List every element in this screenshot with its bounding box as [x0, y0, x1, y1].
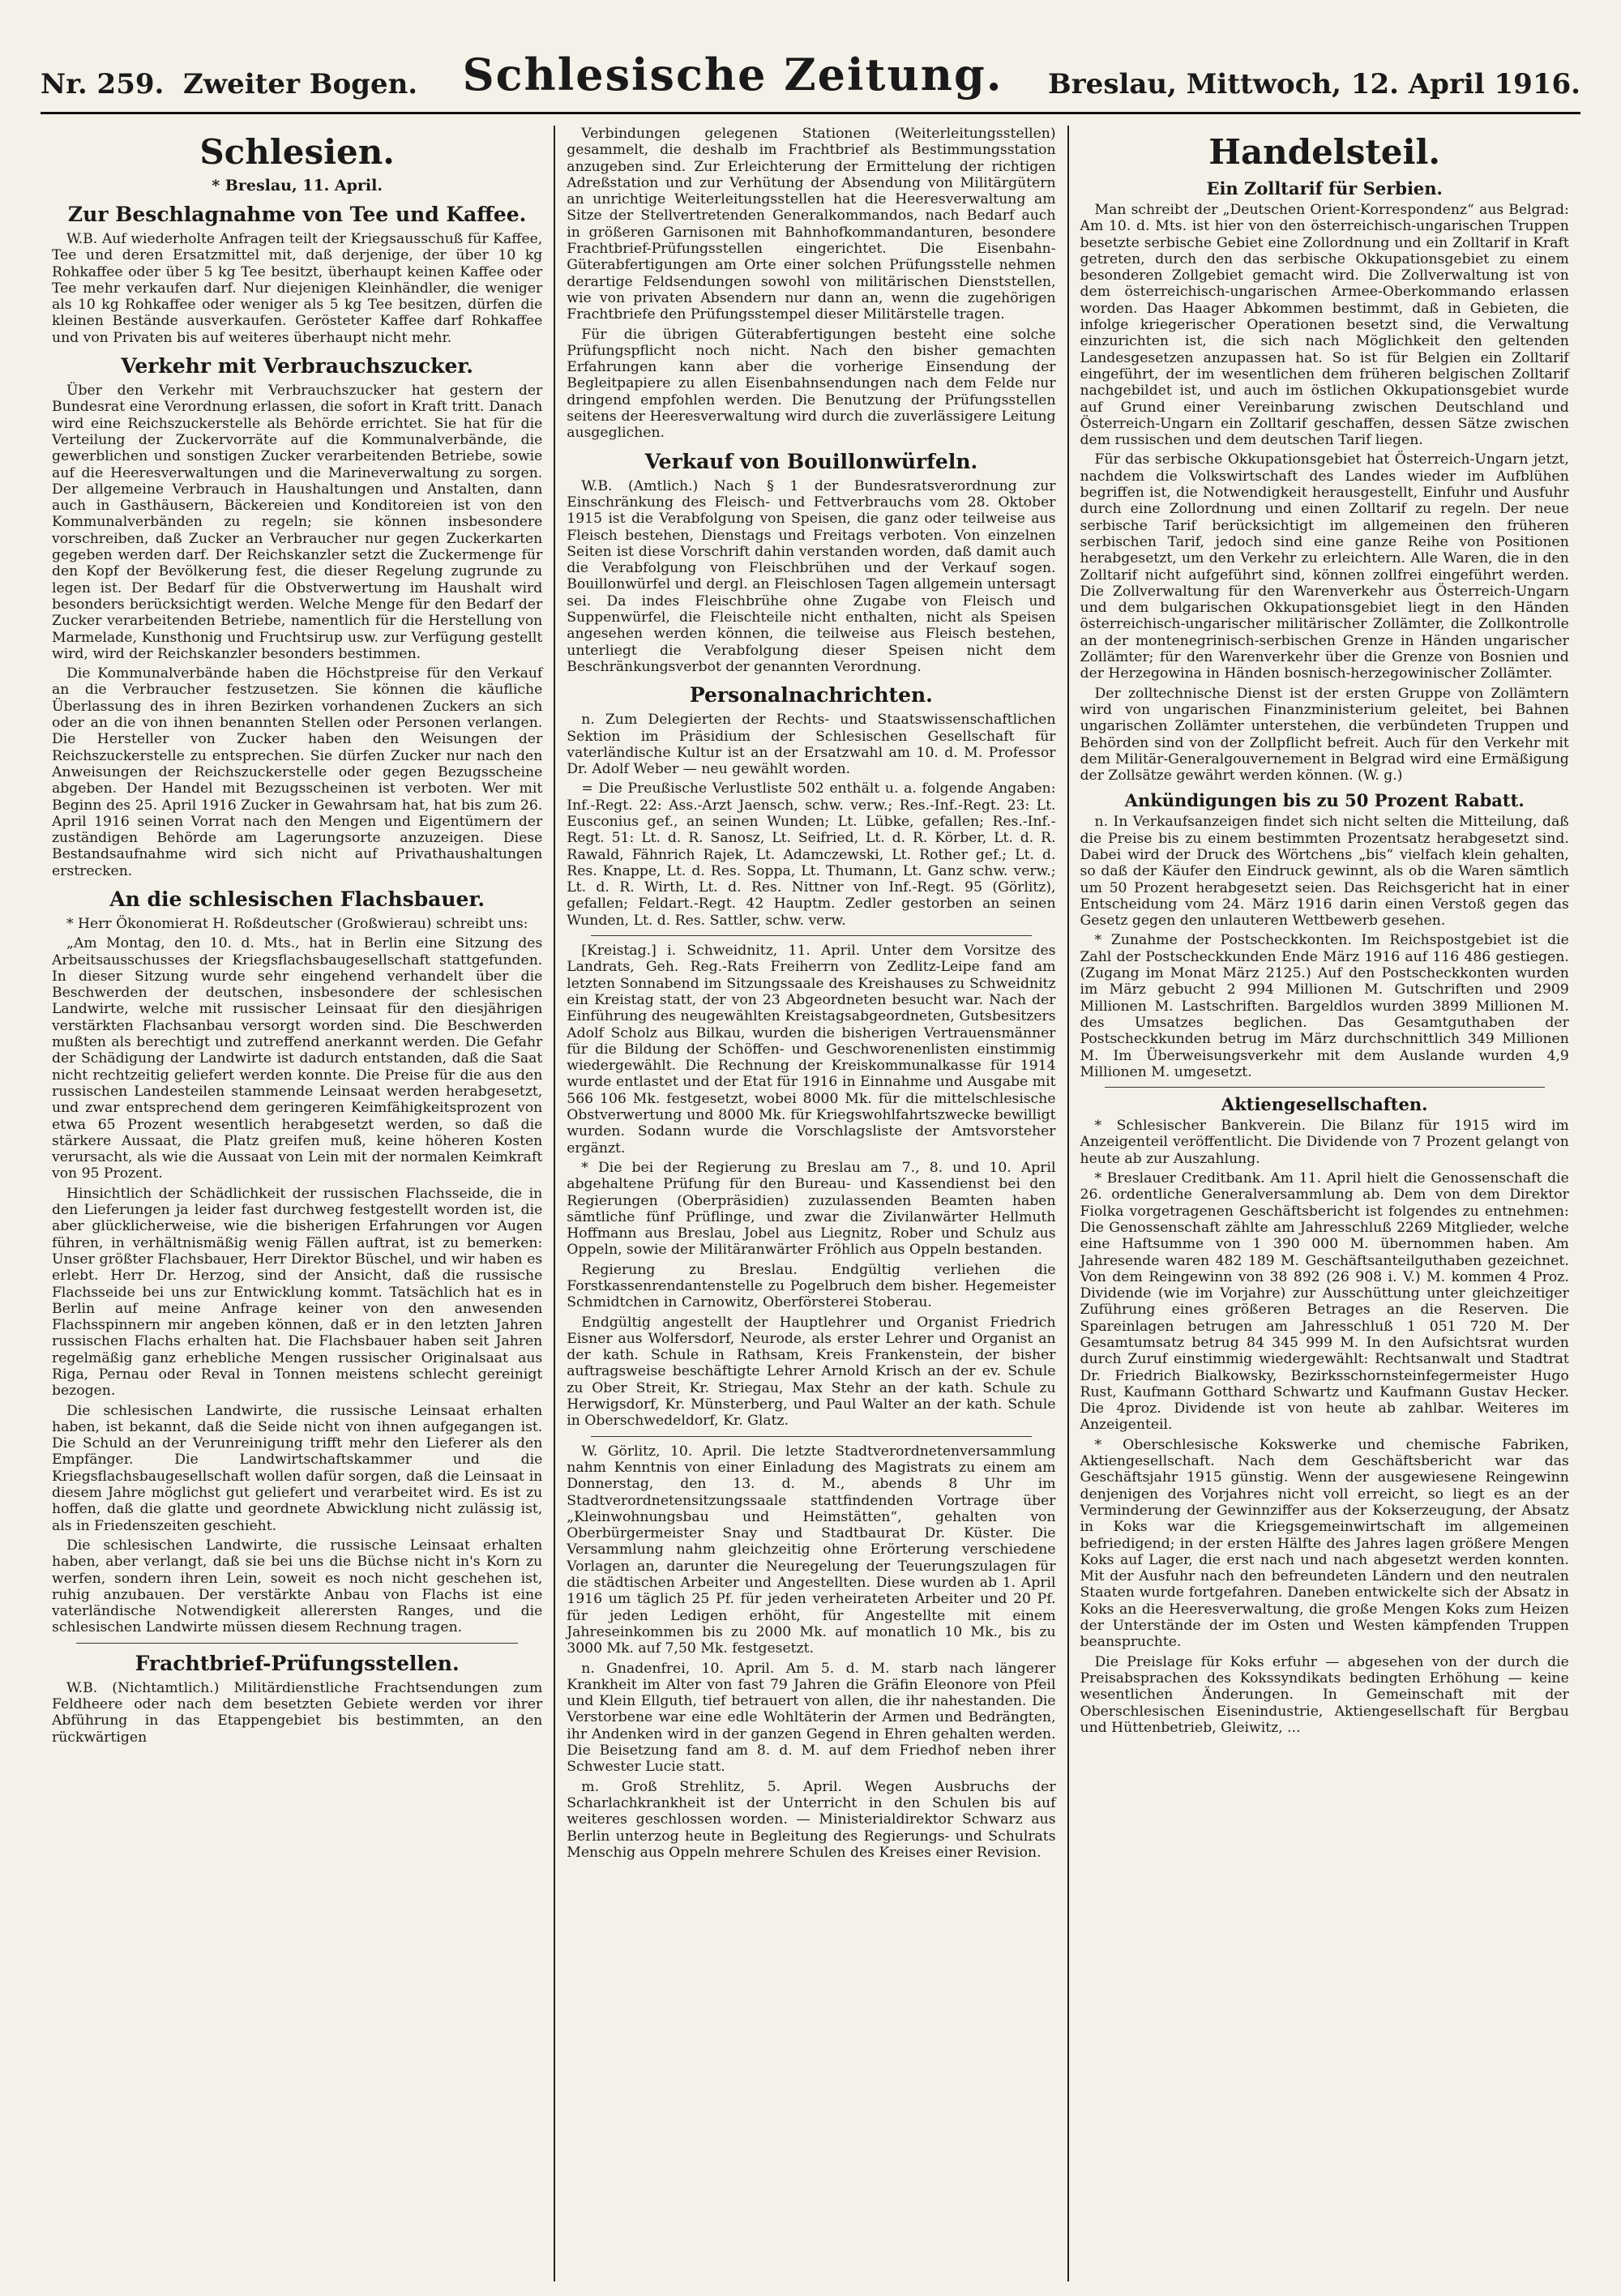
section-title-schlesien: Schlesien. — [199, 132, 395, 172]
article-paragraph: Für die übrigen Güterabfertigungen besteht eine solche Prüfungspflicht noch nicht. Nach den bisher gemachten Erfahrungen kann aber die vorherige Einsendung der Begleitpapiere zu allen Eisenbahnsendungen nach dem Felde nur dringend empfohlen werden. Die Benutzung der Prüfungsstellen seitens der Heeresverwaltung wird durch die zuverlässigere Leitung ausgeglichen. — [567, 326, 1056, 442]
column-left — [41, 126, 554, 2281]
article-paragraph: * Schlesischer Bankverein. Die Bilanz für 1915 wird im Anzeigenteil veröffentlicht. Die Dividende von 7 Prozent gelangt von heute ab zur Auszahlung. — [1080, 1118, 1569, 1167]
dateline: * Breslau, 11. April. — [212, 177, 383, 195]
article-paragraph: * Die bei der Regierung zu Breslau am 7., 8. und 10. April abgehaltene Prüfung für den Bureau- und Kassendienst bei den Regierungen (Oberpräsidien) zuzulassenden Beamten haben sämtliche fünf Prüflinge, und zwar die Zivilanwärter Hellmuth Hoffmann aus Breslau, Jobel aus Liegnitz, Rober und Schulz aus Oppeln, sowie der Militäranwärter Fröhlich aus Oppeln bestanden. — [567, 1159, 1056, 1259]
divider — [591, 1436, 1031, 1437]
article-paragraph: Regierung zu Breslau. Endgültig verliehen die Forstkassenrendantenstelle zu Pogelbruch dem bisher. Hegemeister Schmidtchen in Carnowitz, Oberförsterei Stoberau. — [567, 1261, 1056, 1311]
article-paragraph: Endgültig angestellt der Hauptlehrer und Organist Friedrich Eisner aus Wolfersdorf, Neurode, als erster Lehrer und Organist an der kath. Schule in Rathsam, Kreis Frankenstein, der bisher auftragsweise beschäftigte Lehrer Arnold Krisch an der ev. Schule zu Ober Streit, Kr. Striegau, Max Stehr an der kath. Schule zu Herwigsdorf, Kr. Münsterberg, und Paul Walter an der kath. Schule in Oberschwedeldorf, Kr. Glatz. — [567, 1314, 1056, 1430]
article-paragraph: W.B. (Amtlich.) Nach § 1 der Bundesratsverordnung zur Einschränkung des Fleisch- und Fettverbrauchs vom 28. Oktober 1915 ist die Verabfolgung von Speisen, die ganz oder teilweise aus Fleisch bestehen, Dienstags und Freitags verboten. Von einzelnen Seiten ist diese Vorschrift dahin verstanden worden, daß damit auch die Verabfolgung von Fleischbrühen und der Verkauf sogen. Bouillonwürfel und dergl. an Fleischlosen Tagen allgemein untersagt sei. Da indes Fleischbrühe ohne Zugabe von Fleisch und Suppenwürfel, die Fleischteile nicht enthalten, nicht als Speisen angesehen werden können, die teilweise aus Fleisch bestehen, unterliegt die Verabfolgung dieser Speisen nicht dem Beschränkungsverbot der genannten Verordnung. — [567, 477, 1056, 675]
article-title: Ein Zolltarif für Serbien. — [1206, 178, 1443, 199]
issue-info — [41, 68, 417, 100]
article-title: Zur Beschlagnahme von Tee und Kaffee. — [67, 203, 527, 226]
article-paragraph: * Zunahme der Postscheckkonten. Im Reichspostgebiet ist die Zahl der Postscheckkunden Ende März 1916 auf 116 486 gestiegen. (Zugang im Monat März 2125.) Auf den Postscheckkonten wurden im März gebucht 2 994 Millionen M. Gutschriften und 2909 Millionen M. Lastschriften. Bargeldlos wurden 3899 Millionen M. des Umsatzes beglichen. Das Gesamtguthaben der Postscheckkunden betrug im März durchschnittlich 349 Millionen M. Im Überweisungsverkehr mit dem Auslande wurden 4,9 Millionen M. umgesetzt. — [1080, 932, 1569, 1080]
article-title: Frachtbrief-Prüfungsstellen. — [135, 1651, 460, 1675]
article-paragraph: Hinsichtlich der Schädlichkeit der russischen Flachsseide, die in den Lieferungen ja leider fast durchweg festgestellt worden ist, die aber glücklicherweise, wie die bisherigen Erfahrungen vor Augen führen, in verhältnismäßig wenig Fällen auftrat, ist zu bemerken: Unser größter Flachsbauer, Herr Direktor Büschel, und wir haben es erlebt. Herr Dr. Herzog, sind der Ansicht, daß die russische Flachsseide bei uns zur Entwicklung kommt. Tatsächlich hat es in Berlin auf meine Anfrage keiner von den anwesenden Flachsspinnern mir angeben können, daß er in den letzten Jahren russischen Flachs erhalten hat. Die Flachsbauer haben seit Jahren regelmäßig ganz erhebliche Mengen russischer Originalsaat aus Riga, Pernau oder Reval in Tonnen meistens schlecht gereinigt bezogen. — [52, 1185, 543, 1400]
article-paragraph: Über den Verkehr mit Verbrauchszucker hat gestern der Bundesrat eine Verordnung erlassen, die sofort in Kraft tritt. Danach wird eine Reichszuckerstelle als Behörde errichtet. Sie hat für die Verteilung der Zuckervorräte auf die Kommunalverbände, die gewerblichen und sonstigen Zucker verarbeitenden Betriebe, sowie auf die Heeresverwaltungen und die Marineverwaltung zu sorgen. Der allgemeine Verbrauch in Haushaltungen und Anstalten, dann auch in Gasthäusern, Bäckereien und Konditoreien ist von den Kommunalverbänden zu regeln; sie können insbesondere vorschreiben, daß Zucker an Verbraucher nur gegen Zuckerkarten gegeben werden darf. Der Reichskanzler setzt die Zuckermenge für den Kopf der Bevölkerung fest, die dieser Regelung zugrunde zu legen ist. Der Bedarf für die Obstverwertung im Haushalt wird besonders berücksichtigt werden. Welche Menge für den Bedarf der Zucker verarbeitenden Betriebe, namentlich für die Herstellung von Marmelade, Kunsthonig und Fruchtsirup usw. zur Verfügung gestellt wird, wird der Reichskanzler besonders bestimmen. — [52, 383, 543, 662]
divider — [591, 935, 1031, 936]
article-paragraph: Verbindungen gelegenen Stationen (Weiterleitungsstellen) gesammelt, die deshalb im Frachtbrief als Bestimmungsstation anzugeben sind. Zur Erleichterung der Ermittelung der richtigen Adreßstation und zur Verhütung der Absendung von Militärgütern an unrichtige Weiterleitungsstellen hat die Heeresverwaltung am Sitze der Stellvertretenden Generalkommandos, nach Bedarf auch in größeren Garnisonen mit Bahnhofkommandanturen, besondere Frachtbrief-Prüfungsstellen eingerichtet. Die Eisenbahn-Güterabfertigungen am Orte einer solchen Prüfungsstelle nehmen derartige Feldsendungen sowohl von militärischen Dienststellen, wie von privaten Absendern nur dann an, wenn die zugehörigen Frachtbriefe den Prüfungsstempel dieser Militärstelle tragen. — [567, 126, 1056, 323]
article-paragraph: Die schlesischen Landwirte, die russische Leinsaat erhalten haben, aber verlangt, daß sie bei uns die Büchse nicht in's Korn zu werfen, sondern ihren Lein, soweit es noch nicht geschehen ist, ruhig anzubauen. Der verstärkte Anbau von Flachs ist eine vaterländische Notwendigkeit allerersten Ranges, und die schlesischen Landwirte müssen diesem Rechnung tragen. — [52, 1537, 543, 1636]
article-title: Ankündigungen bis zu 50 Prozent Rabatt. — [1124, 790, 1525, 811]
article-title: An die schlesischen Flachsbauer. — [109, 887, 485, 911]
article-paragraph: Die Preislage für Koks erfuhr — abgesehen von der durch die Preisabsprachen des Kokssyndikats bedingten Erhöhung — keine wesentlichen Änderungen. In Gemeinschaft mit der Oberschlesischen Eisenindustrie, Aktiengesellschaft für Bergbau und Hüttenbetrieb, Gleiwitz, ... — [1080, 1653, 1569, 1736]
article-title: Verkauf von Bouillonwürfeln. — [644, 449, 978, 473]
article-paragraph: Der zolltechnische Dienst ist der ersten Gruppe von Zollämtern wird von ungarischen Finanzministerium geleitet, bei Bahnen ungarischen Zollämter unterstehen, die verbündeten Truppen und Behörden sind von der Zollpflicht befreit. Auch für den Verkehr mit dem Militär-Generalgouvernement in Belgrad wird eine Ermäßigung der Zollsätze gewährt werden können. (W. g.) — [1080, 685, 1569, 785]
columns — [41, 126, 1580, 2281]
article-paragraph: Für das serbische Okkupationsgebiet hat Österreich-Ungarn jetzt, nachdem die Volkswirtschaft des Landes wieder im Aufblühen begriffen ist, die Notwendigkeit herausgestellt, Einfuhr und Ausfuhr durch eine Zollordnung und einen Zolltarif zu regeln. Der neue serbische Tarif berücksichtigt im allgemeinen den früheren serbischen Tarif, jedoch sind eine ganze Reihe von Positionen herabgesetzt, um den Verkehr zu erleichtern. Alle Waren, die in den Zolltarif nicht aufgeführt sind, können zollfrei eingeführt werden. Die Zollverwaltung für den Warenverkehr aus Österreich-Ungarn und dem bulgarischen Okkupationsgebiet liegt in den Händen österreichisch-ungarischer militärischer Zollämter, die Zollkontrolle an der montenegrinisch-serbischen Grenze in Händen ungarischer Zollämter; für den Warenverkehr über die Grenze von Bosnien und der Herzegowina in Händen bosnisch-herzegowinischer Zollämter. — [1080, 451, 1569, 682]
article-paragraph: Man schreibt der „Deutschen Orient-Korrespondenz“ aus Belgrad: Am 10. d. Mts. ist hier von den österreichisch-ungarischen Truppen besetzte serbische Gebiet eine Zollordnung und ein Zolltarif in Kraft getreten, durch den das serbische Okkupationsgebiet zu einem besonderen Zollgebiet gemacht wird. Die Zollverwaltung ist von dem österreichisch-ungarischen Armee-Oberkommando erlassen worden. Das Haager Abkommen bestimmt, daß in Gebieten, die infolge kriegerischer Operationen besetzt sind, die Verwaltung einzurichten ist, die sich nach Möglichkeit den geltenden Landesgesetzen anzupassen hat. So ist für Belgien ein Zolltarif eingeführt, der im wesentlichen dem früheren belgischen Zolltarif nachgebildet ist, und auch im östlichen Okkupationsgebiet wurde auf Grund einer Vereinbarung zwischen Deutschland und Österreich-Ungarn ein Zolltarif geschaffen, dessen Sätze zwischen dem russischen und dem deutschen Tarif liegen. — [1080, 202, 1569, 449]
article-paragraph: * Oberschlesische Kokswerke und chemische Fabriken, Aktiengesellschaft. Nach dem Geschäftsbericht war das Geschäftsjahr 1915 günstig. Wenn der ausgewiesene Reingewinn denjenigen des Vorjahres nicht voll erreicht, so liegt es an der Verminderung der Gewinnziffer aus der Kokserzeugung, der Absatz in Koks war die Kriegsgemeinwirtschaft im allgemeinen befriedigend; in der ersten Hälfte des Jahres lagen größere Mengen Koks auf Lager, die erst nach und nach abgesetzt werden konnten. Mit der Ausfuhr nach den befreundeten Ländern und den neutralen Staaten wurde fortgefahren. Daneben entwickelte sich der Absatz in Koks an die Heeresverwaltung, die große Mengen Koks zum Heizen der Unterstände der im Osten und Westen kämpfenden Truppen beanspruchte. — [1080, 1436, 1569, 1651]
article-paragraph: n. Gnadenfrei, 10. April. Am 5. d. M. starb nach längerer Krankheit im Alter von fast 79 Jahren die Gräfin Eleonore von Pfeil und Klein Ellguth, tief betrauert von allen, die ihr nahestanden. Die Verstorbene war eine edle Wohltäterin der Armen und Bedrängten, ihr Andenken wird in der ganzen Gegend in Ehren gehalten werden. Die Beisetzung fand am 8. d. M. auf dem Friedhof neben ihrer Schwester Lucie statt. — [567, 1660, 1056, 1776]
divider — [1105, 1087, 1545, 1088]
article-paragraph: * Breslauer Creditbank. Am 11. April hielt die Genossenschaft die 26. ordentliche Generalversammlung ab. Dem von dem Direktor Fiolka vorgetragenen Geschäftsbericht ist folgendes zu entnehmen: Die Genossenschaft zählte am Jahresschluß 2269 Mitglieder, welche eine Haftsumme von 1 390 000 M. übernommen haben. Am Jahresende waren 482 189 M. Geschäftsanteilguthaben gezeichnet. Von dem Reingewinn von 38 892 (26 908 i. V.) M. kommen 4 Proz. Dividende (wie im Vorjahre) zur Ausschüttung unter gleichzeitiger Zuführung eines größeren Betrages an die Reserven. Die Spareinlagen betrugen am Jahresschluß 1 051 720 M. Der Gesamtumsatz betrug 84 345 999 M. In den Aufsichtsrat wurden durch Zuruf einstimmig wiedergewählt: Rechtsanwalt und Stadtrat Dr. Friedrich Bialkowsky, Bezirksschornsteinfegermeister Hugo Rust, Kaufmann Gotthard Schwartz und Kaufmann Gustav Hecker. Die 4proz. Dividende ist von heute ab zahlbar. Weiteres im Anzeigenteil. — [1080, 1170, 1569, 1434]
article-paragraph: m. Groß Strehlitz, 5. April. Wegen Ausbruchs der Scharlachkrankheit ist der Unterricht in den Schulen bis auf weiteres geschlossen worden. — Ministerialdirektor Schwarz aus Berlin unterzog heute in Begleitung des Regierungs- und Schulrats Menschig aus Oppeln mehrere Schulen des Kreises einer Revision. — [567, 1778, 1056, 1861]
column-middle — [554, 126, 1067, 2281]
masthead — [41, 49, 1580, 114]
article-title: Verkehr mit Verbrauchszucker. — [121, 354, 473, 378]
article-paragraph: Die schlesischen Landwirte, die russische Leinsaat erhalten haben, ist bekannt, daß die Seide nicht von ihnen aufgegangen ist. Die Schuld an der Verunreinigung trifft mehr den Lieferer als den Empfänger. Die Landwirtschaftskammer und die Kriegsflachsbaugesellschaft wollen dafür sorgen, daß die Leinsaat in diesem Jahre möglichst gut geliefert und verarbeitet wird. Es ist zu hoffen, daß die glatte und geordnete Abwicklung nicht zulässig ist, als in Friedenszeiten geschieht. — [52, 1402, 543, 1534]
place-date: Breslau, Mittwoch, 12. April 1916. — [1048, 68, 1580, 100]
article-paragraph: Die Kommunalverbände haben die Höchstpreise für den Verkauf an die Verbraucher festzusetzen. Sie können die käufliche Überlassung des in ihren Bezirken vorhandenen Zuckers an sich oder an die von ihnen benannten Stellen oder Personen verlangen. Die Hersteller von Zucker haben den Weisungen der Reichszuckerstelle zu entsprechen. Sie dürfen Zucker nur nach den Anweisungen der Reichszuckerstelle oder gegen Bezugsscheine abgeben. Der Handel mit Bezugsscheinen ist verboten. Wer mit Beginn des 25. April 1916 Zucker in Gewahrsam hat, hat bis zum 26. April 1916 seinen Vorrat nach den Mengen und Eigentümern der zuständigen Behörde am Lagerungsorte anzuzeigen. Diese Bestandsaufnahme wird sich nicht auf Privathaushaltungen erstrecken. — [52, 665, 543, 879]
article-paragraph: [Kreistag.] i. Schweidnitz, 11. April. Unter dem Vorsitze des Landrats, Geh. Reg.-Rats Freiherrn von Zedlitz-Leipe fand am letzten Sonnabend im Sitzungssaale des Kreishauses zu Schweidnitz ein Kreistag statt, der von 23 Abgeordneten besucht war. Nach der Einführung des neugewählten Kreistagsabgeordneten, Gutsbesitzers Adolf Scholz aus Bilkau, wurden die bisherigen Vertrauensmänner für die Bildung der Schöffen- und Geschworenenlisten einstimmig wiedergewählt. Die Rechnung der Kreiskommunalkasse für 1914 wurde entlastet und der Etat für 1916 in Einnahme und Ausgabe mit 566 106 Mk. festgesetzt, wobei 8000 Mk. für die mittelschlesische Obstverwertung und 8000 Mk. für Kriegswohlfahrtszwecke bewilligt wurden. Sodann wurde die Vorschlagsliste der Amtsvorsteher ergänzt. — [567, 943, 1056, 1157]
article-paragraph: „Am Montag, den 10. d. Mts., hat in Berlin eine Sitzung des Arbeitsausschusses der Kriegsflachsbaugesellschaft stattgefunden. In dieser Sitzung wurde sehr eingehend verhandelt über die Beschwerden der deutschen, insbesondere der schlesischen Landwirte, welche mit russischer Leinsaat für den diesjährigen verstärkten Flachsanbau versorgt worden sind. Die Beschwerden mußten als berechtigt und zutreffend anerkannt werden. Die Gefahr der Schädigung der Landwirte ist dadurch entstanden, daß die Saat nicht rechtzeitig geliefert werden konnte. Die Preise für die aus den russischen Landesteilen stammende Leinsaat werden herabgesetzt, und zwar entsprechend dem geringeren Keimfähigkeitsprozent von etwa 65 Prozent wesentlich herabgesetzt werden, so daß die stärkere Aussaat, die Platz greifen muß, keine höheren Kosten verursacht, als wie die Aussaat von Lein mit der normalen Keimkraft von 95 Prozent. — [52, 935, 543, 1182]
issue-number: Nr. 259. — [41, 68, 165, 100]
article-paragraph: = Die Preußische Verlustliste 502 enthält u. a. folgende Angaben: Inf.-Regt. 22: Ass.-Arzt Jaensch, schw. verw.; Res.-Inf.-Regt. 23: Lt. Eusconius gef., an seinen Wunden; Lt. Lübke, gefallen; Res.-Inf.-Regt. 51: Lt. d. R. Sanosz, Lt. Seifried, Lt. d. R. Körber, Lt. d. R. Rawald, Fähnrich Rajek, Lt. Adamczewski, Lt. Rother gef.; Lt. d. Res. Knappe, Lt. d. Res. Soppa, Lt. Thumann, Lt. Ganz schw. verw.; Lt. d. R. Wirth, Lt. d. Res. Nittner von Inf.-Regt. 95 (Görlitz), gefallen; Feldart.-Regt. 42 Hauptm. Zedler gestorben an seinen Wunden, Lt. d. Res. Sattler, schw. verw. — [567, 780, 1056, 929]
article-paragraph: n. Zum Delegierten der Rechts- und Staatswissenschaftlichen Sektion im Präsidium der Schlesischen Gesellschaft für vaterländische Kultur ist an der Ersatzwahl am 10. d. M. Professor Dr. Adolf Weber — neu gewählt worden. — [567, 712, 1056, 778]
article-paragraph: W.B. Auf wiederholte Anfragen teilt der Kriegsausschuß für Kaffee, Tee und deren Ersatzmittel mit, daß derjenige, der über 10 kg Rohkaffee oder über 5 kg Tee besitzt, überhaupt keinen Kaffee oder Tee mehr verkaufen darf. Nur diejenigen Kleinhändler, die weniger als 10 kg Rohkaffee oder weniger als 5 kg Tee besitzen, dürfen die kleinen Bestände ausverkaufen. Gerösteter Kaffee darf Rohkaffee und von Privaten bis auf weiteres überhaupt nicht mehr. — [52, 231, 543, 346]
article-byline: * Herr Ökonomierat H. Roßdeutscher (Großwierau) schreibt uns: — [66, 915, 528, 932]
article-title: Aktiengesellschaften. — [1221, 1094, 1428, 1115]
edition-label: Zweiter Bogen. — [183, 68, 418, 100]
article-title: Personalnachrichten. — [689, 683, 933, 708]
newspaper-title: Schlesische Zeitung. — [462, 49, 1003, 100]
article-paragraph: n. In Verkaufsanzeigen findet sich nicht selten die Mitteilung, daß die Preise bis zu einem bestimmten Prozentsatz herabgesetzt sind. Dabei wird der Druck des Wörtchens „bis“ vielfach klein gehalten, so daß der Käufer den Eindruck gewinnt, als ob die Waren sämtlich um 50 Prozent herabgesetzt seien. Das Reichsgericht hat in einer Entscheidung vom 24. März 1916 darin einen Verstoß gegen das Gesetz gegen den unlauteren Wettbewerb gesehen. — [1080, 814, 1569, 930]
column-right — [1067, 126, 1580, 2281]
section-title-handelsteil: Handelsteil. — [1208, 132, 1441, 172]
article-paragraph: W. Görlitz, 10. April. Die letzte Stadtverordnetenversammlung nahm Kenntnis von einer Einladung des Magistrats zu einem am Donnerstag, den 13. d. M., abends 8 Uhr im Stadtverordnetensitzungssaale stattfindenden Vortrage über „Kleinwohnungsbau und Heimstätten“, gehalten von Oberbürgermeister Snay und Stadtbaurat Dr. Küster. Die Versammlung nahm gleichzeitig ohne Erörterung verschiedene Vorlagen an, darunter die Neuregelung der Teuerungszulagen für die städtischen Arbeiter und Angestellten. Diese wurden ab 1. April 1916 um täglich 25 Pf. für jeden verheirateten Arbeiter und 20 Pf. für jeden Ledigen erhöht, für Angestellte mit einem Jahreseinkommen bis zu 2000 Mk. auf monatlich 10 Mk., bis zu 3000 Mk. auf 7,50 Mk. festgesetzt. — [567, 1443, 1056, 1657]
article-paragraph: W.B. (Nichtamtlich.) Militärdienstliche Frachtsendungen zum Feldheere oder nach dem besetzten Gebiete werden vor ihrer Abführung in das Etappengebiet bis bestimmten, an den rückwärtigen — [52, 1679, 543, 1746]
divider — [76, 1643, 518, 1644]
